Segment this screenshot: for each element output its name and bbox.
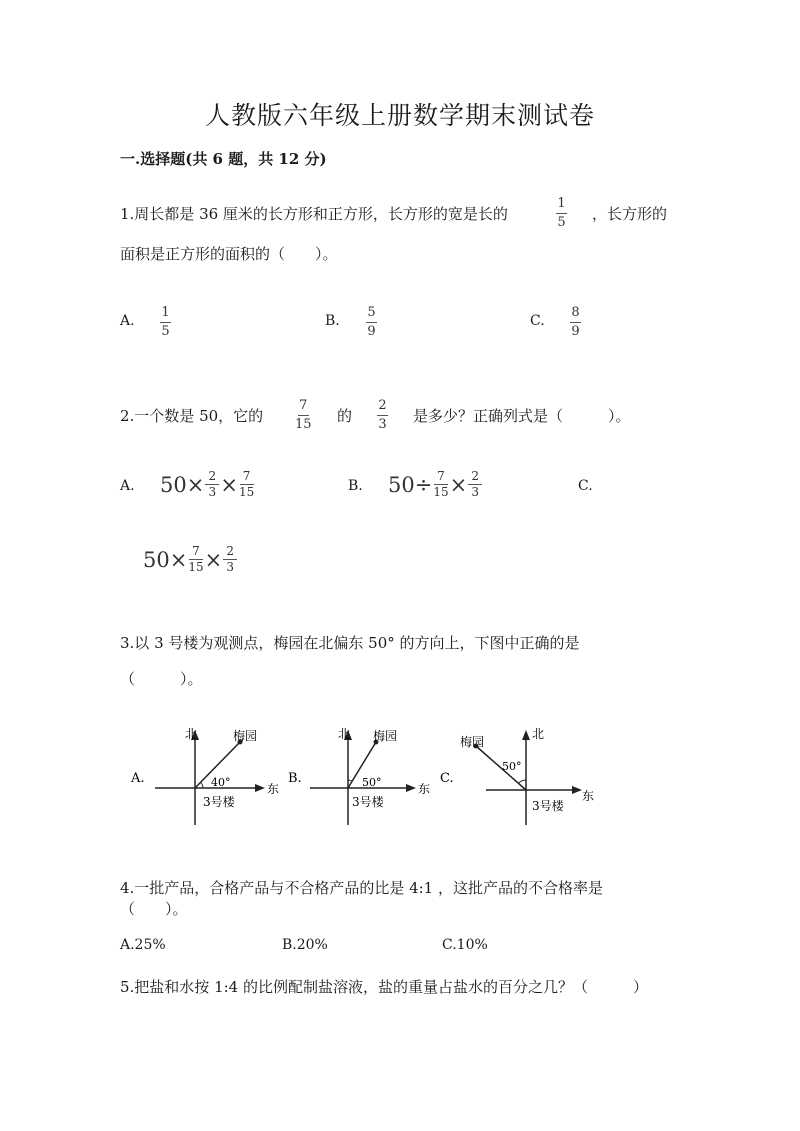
q1-option-b-fraction: 5 9: [367, 305, 376, 339]
q2-option-b-label: B.: [348, 478, 363, 494]
north-label: 北: [185, 727, 198, 741]
q2-option-c-expression: 50 × $\frac{7}{15}$ × $\frac{2}{3}$: [143, 545, 238, 574]
east-arrow: [406, 784, 416, 792]
q3-diagram-b: [282, 720, 437, 830]
q3-text-line1: 3.以 3 号楼为观测点，梅园在北偏东 50° 的方向上，下图中正确的是: [120, 634, 580, 652]
q1-option-c-label: C.: [530, 313, 545, 329]
diagram-b-label: B.: [288, 771, 302, 786]
q4-text-line1: 4.一批产品，合格产品与不合格产品的比是 4:1 ，这批产品的不合格率是: [120, 879, 603, 897]
north-label: 北: [532, 727, 545, 741]
page-title: 人教版六年级上册数学期末测试卷: [204, 101, 595, 130]
q1-option-a-fraction: 1 5: [161, 305, 170, 339]
q2-text-end: 是多少？正确列式是（ ）。: [413, 407, 631, 425]
north-arrow: [522, 730, 530, 740]
q4-option-a: A.25%: [120, 937, 166, 953]
angle-label: 50°: [502, 760, 522, 773]
angle-arc: [519, 780, 527, 783]
q1-text-line2: 面积是正方形的面积的（ ）。: [120, 245, 338, 263]
q2-fraction-2: 2 3: [378, 398, 387, 432]
q4-text-line2: （ ）。: [120, 900, 188, 918]
angle-arc: [201, 782, 203, 788]
north-label: 北: [338, 727, 351, 741]
q4-option-b: B.20%: [282, 937, 328, 953]
q5-text: 5.把盐和水按 1:4 的比例配制盐溶液，盐的重量占盐水的百分之几？（ ）: [120, 978, 648, 996]
q1-text-line1-end: ，长方形的: [592, 205, 668, 223]
angle-label: 50°: [362, 776, 382, 789]
origin-label: 3号楼: [352, 795, 384, 809]
q1-text-line1: 1.周长都是 36 厘米的长方形和正方形，长方形的宽是长的: [120, 205, 508, 223]
q2-option-a-expression: 50 × $\frac{2}{3}$ × $\frac{7}{15}$: [160, 469, 255, 499]
q1-fraction: 1 5: [557, 196, 566, 230]
east-label: 东: [582, 789, 595, 803]
section-heading: 一.选择题(共 6 题，共 12 分): [120, 150, 327, 168]
east-arrow: [572, 786, 582, 794]
east-arrow: [255, 784, 265, 792]
q2-text-start: 2.一个数是 50，它的: [120, 407, 264, 425]
q1-option-a-label: A.: [120, 313, 135, 329]
diagram-a-label: A.: [131, 771, 145, 786]
diagram-c-label: C.: [440, 771, 454, 786]
angle-label: 40°: [211, 776, 231, 789]
q2-option-a-label: A.: [120, 478, 135, 494]
east-label: 东: [418, 782, 431, 796]
q3-diagram-c: [436, 720, 596, 830]
east-label: 东: [267, 782, 280, 796]
meiyuan-label: 梅园: [233, 729, 258, 743]
meiyuan-label: 梅园: [460, 735, 485, 749]
q1-option-c-fraction: 8 9: [571, 305, 580, 339]
q2-fraction-1: 7 15: [295, 398, 312, 432]
origin-label: 3号楼: [532, 799, 564, 813]
q3-diagram-a: [125, 720, 280, 830]
origin-label: 3号楼: [203, 795, 235, 809]
q1-option-b-label: B.: [325, 313, 340, 329]
q3-text-line2: （ ）。: [120, 670, 203, 688]
q2-option-b-expression: 50 ÷ $\frac{7}{15}$ × $\frac{2}{3}$: [388, 470, 483, 499]
meiyuan-label: 梅园: [373, 729, 398, 743]
q2-option-c-label: C.: [578, 478, 593, 494]
q2-text-mid: 的: [337, 407, 353, 425]
q4-option-c: C.10%: [442, 937, 488, 953]
